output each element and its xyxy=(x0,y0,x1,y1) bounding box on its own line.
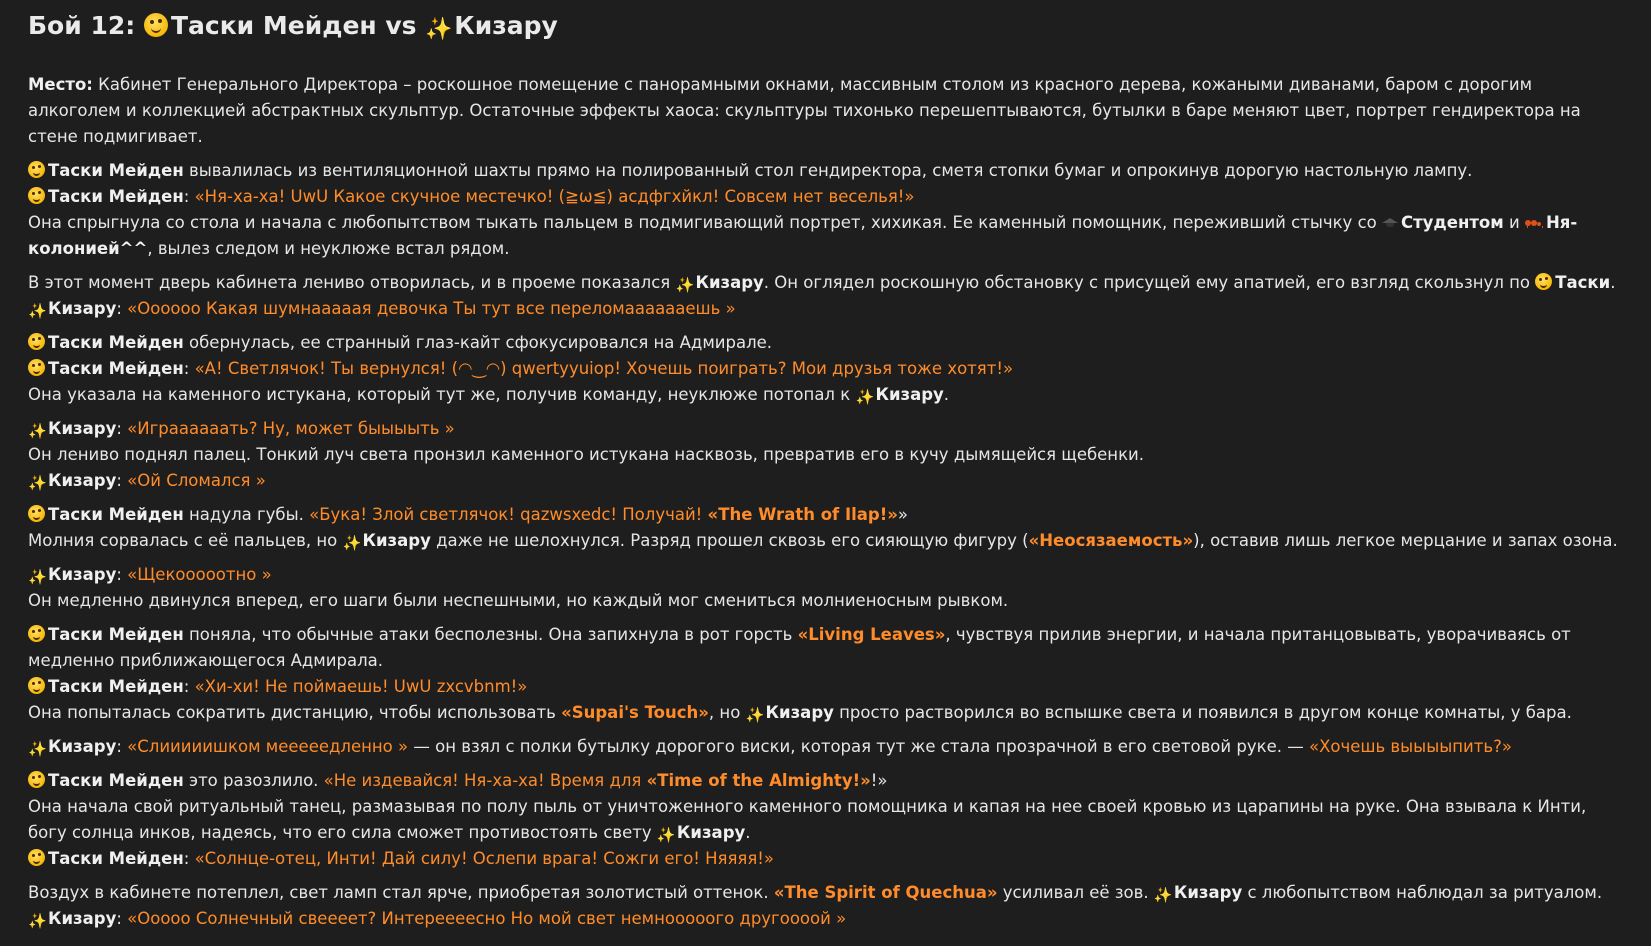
title-vs: vs xyxy=(385,11,417,40)
sparkles-icon: ✨ xyxy=(855,388,875,406)
section-10 xyxy=(28,880,1623,932)
sparkles-icon: ✨ xyxy=(675,276,695,294)
sparkles-icon: ✨ xyxy=(425,17,453,42)
name-kizaru: Кизару xyxy=(695,273,764,292)
quote-end: » xyxy=(897,505,908,524)
grinning-face-icon xyxy=(1535,273,1552,290)
colon: : xyxy=(116,909,122,928)
name-kizaru: Кизару xyxy=(48,565,117,584)
section-7 xyxy=(28,622,1623,726)
narration: , но xyxy=(708,703,741,722)
name-taski: Таски Мейден xyxy=(48,625,184,644)
sparkles-icon: ✨ xyxy=(28,568,47,586)
name-colony: Ня-колонией^^ xyxy=(28,213,1578,258)
name-kizaru: Кизару xyxy=(48,737,117,756)
colon: : xyxy=(183,187,190,206)
grinning-face-icon xyxy=(28,359,45,376)
narration: и xyxy=(1508,213,1520,232)
name-taski: Таски Мейден xyxy=(48,333,184,352)
skill-name: «The Spirit of Quechua» xyxy=(773,883,998,902)
quote: «Слииииишком мееееедленно » xyxy=(127,737,409,756)
title-fighter1: Таски Мейден xyxy=(170,11,377,40)
narration: Молния сорвалась с её пальцев, но xyxy=(28,531,338,550)
period: . xyxy=(1610,273,1616,292)
grinning-face-icon xyxy=(28,771,45,788)
section-4 xyxy=(28,416,1623,494)
quote: «Играааааать? Ну, может быыыыть » xyxy=(127,419,455,438)
narration: усиливал её зов. xyxy=(1002,883,1149,902)
colon: : xyxy=(116,565,122,584)
colon: : xyxy=(116,299,122,318)
name-taski: Таски Мейден xyxy=(48,849,184,868)
name-kizaru: Кизару xyxy=(1173,883,1243,902)
grinning-face-icon xyxy=(28,625,45,642)
section-3 xyxy=(28,330,1623,408)
section-8 xyxy=(28,734,1623,760)
narration: вывалилась из вентиляционной шахты прямо на полированный стол гендиректора, сметя стопки бумаг и опрокинув дорогую настольную лампу. xyxy=(189,161,1473,180)
sparkles-icon: ✨ xyxy=(342,534,362,552)
name-kizaru: Кизару xyxy=(48,471,117,490)
sparkles-icon: ✨ xyxy=(28,422,47,440)
name-taski: Таски Мейден xyxy=(48,187,184,206)
graduation-cap-icon xyxy=(1382,218,1398,228)
quote: «А! Светлячок! Ты вернулся! (◠‿◠) qwertyyuiop! Хочешь поиграть? Мои друзья тоже хотят!» xyxy=(194,359,1014,378)
grinning-face-icon xyxy=(28,333,45,350)
sparkles-icon: ✨ xyxy=(28,912,47,930)
skill-name: «Time of the Almighty!» xyxy=(646,771,871,790)
skill-name: «Неосязаемость» xyxy=(1028,531,1194,550)
name-kizaru: Кизару xyxy=(48,909,117,928)
colon: : xyxy=(183,849,190,868)
name-taski-short: Таски xyxy=(1555,273,1611,292)
name-kizaru: Кизару xyxy=(362,531,431,550)
period: . xyxy=(745,823,751,842)
section-6 xyxy=(28,562,1623,614)
narration: просто растворился во вспышке света и появился в другом конце комнаты, у бара. xyxy=(839,703,1572,722)
quote: «Солнце-отец, Инти! Дай силу! Ослепи врага! Сожги его! Няяяя!» xyxy=(194,849,774,868)
narration: обернулась, ее странный глаз-кайт сфокусировался на Адмирале. xyxy=(189,333,773,352)
name-kizaru: Кизару xyxy=(676,823,746,842)
grinning-face-icon xyxy=(144,13,168,37)
quote: «Оооооо Какая шумнааааая девочка Ты тут все переломааааааешь » xyxy=(127,299,736,318)
grinning-face-icon xyxy=(28,187,45,204)
name-taski: Таски Мейден xyxy=(48,771,184,790)
narration: . Он оглядел роскошную обстановку с присущей ему апатией, его взгляд скользнул по xyxy=(763,273,1530,292)
name-taski: Таски Мейден xyxy=(48,359,184,378)
grinning-face-icon xyxy=(28,849,45,866)
skill-name: «Living Leaves» xyxy=(797,625,946,644)
name-kizaru: Кизару xyxy=(765,703,834,722)
quote: «Бука! Злой светлячок! qazwsxedc! Получай! xyxy=(309,505,703,524)
ant-icon xyxy=(1525,217,1543,229)
skill-name: «Supai's Touch» xyxy=(561,703,709,722)
name-kizaru: Кизару xyxy=(48,299,117,318)
place-label: Место: xyxy=(28,75,93,94)
narration: В этот момент дверь кабинета лениво отворилась, и в проеме показался xyxy=(28,273,671,292)
name-taski: Таски Мейден xyxy=(48,677,184,696)
narration: Она начала свой ритуальный танец, размазывая по полу пыль от уничтоженного каменного помощника и капая на нее своей кровью из царапины на руке. Она взывала к Инти, богу солнца инков, надеясь, что его сила сможет противостоять свету xyxy=(28,797,1587,842)
page-title xyxy=(28,6,1623,46)
narration: Он лениво поднял палец. Тонкий луч света пронзил каменного истукана насквозь, превратив его в кучу дымящейся щебенки. xyxy=(28,445,1145,464)
grinning-face-icon xyxy=(28,505,45,522)
sparkles-icon: ✨ xyxy=(745,706,765,724)
colon: : xyxy=(116,471,122,490)
colon: : xyxy=(116,419,122,438)
narration: Она спрыгнула со стола и начала с любопытством тыкать пальцем в подмигивающий портрет, хихикая. Ее каменный помощник, переживший стычку со xyxy=(28,213,1377,232)
narration: Он медленно двинулся вперед, его шаги были неспешными, но каждый мог смениться молниеносным рывком. xyxy=(28,591,1009,610)
colon: : xyxy=(183,677,190,696)
name-taski: Таски Мейден xyxy=(48,161,184,180)
place-text: Кабинет Генерального Директора – роскошное помещение с панорамными окнами, массивным столом из красного дерева, кожаными диванами, баром с дорогим алкоголем и коллекцией абстрактных скульптур. Остаточные эффекты хаоса: скульптуры тихонько перешептываются, бутылки в баре меняют цвет, портрет гендиректора на стене подмигивает. xyxy=(28,75,1581,146)
section-1: Таски Мейден вывалилась из вентиляционной шахты прямо на полированный стол гендиректора, сметя стопки бумаг и опрокинув дорогую настольную лампу. Таски Мейден: «Ня-ха-ха! UwU Какое скучное местечко! (≧ω≦) асдфгхйкл! Совсем нет веселья!» Она спрыгнула со стола и начала с любопытством тыкать пальцем в подмигивающий портрет, хихикая. Ее каменный помощник, переживший стычку со Студентом и Ня-колонией^^, вылез следом и неуклюже встал рядом. xyxy=(28,161,1578,258)
name-kizaru: Кизару xyxy=(48,419,117,438)
quote: «Не издевайся! Ня-ха-ха! Время для xyxy=(323,771,642,790)
quote: «Хи-хи! Не поймаешь! UwU zxcvbnm!» xyxy=(194,677,528,696)
quote: «Ня-ха-ха! UwU Какое скучное местечко! (≧ω≦) асдфгхйкл! Совсем нет веселья!» xyxy=(194,187,915,206)
narration: поняла, что обычные атаки бесполезны. Она запихнула в рот горсть xyxy=(189,625,793,644)
colon: : xyxy=(183,359,190,378)
sparkles-icon: ✨ xyxy=(1153,886,1173,904)
sparkles-icon: ✨ xyxy=(28,302,47,320)
quote: «Ой Сломался » xyxy=(127,471,266,490)
narration: Воздух в кабинете потеплел, свет ламп стал ярче, приобретая золотистый оттенок. xyxy=(28,883,769,902)
quote-end: !» xyxy=(870,771,888,790)
section-5 xyxy=(28,502,1623,554)
quote: «Щекооооотно » xyxy=(127,565,272,584)
narration: с любопытством наблюдал за ритуалом. xyxy=(1247,883,1603,902)
narration: Она попыталась сократить дистанцию, чтобы использовать xyxy=(28,703,556,722)
grinning-face-icon xyxy=(28,677,45,694)
quote: «Хочешь выыыыпить?» xyxy=(1308,737,1512,756)
sparkles-icon: ✨ xyxy=(28,740,47,758)
narration: Она указала на каменного истукана, который тут же, получив команду, неуклюже потопал к xyxy=(28,385,851,404)
name-taski: Таски Мейден xyxy=(48,505,184,524)
sparkles-icon: ✨ xyxy=(656,826,676,844)
name-student: Студентом xyxy=(1401,213,1504,232)
colon: : xyxy=(116,737,122,756)
title-prefix: Бой 12: xyxy=(28,11,136,40)
narration: ), оставив лишь легкое мерцание и запах озона. xyxy=(1193,531,1618,550)
period: . xyxy=(943,385,950,404)
grinning-face-icon xyxy=(28,161,45,178)
narration: даже не шелохнулся. Разряд прошел сквозь его сияющую фигуру ( xyxy=(436,531,1029,550)
narration: вылез следом и неуклюже встал рядом. xyxy=(157,239,510,258)
title-fighter2: Кизару xyxy=(454,11,558,40)
narration: — он взял с полки бутылку дорогого виски, которая тут же стала прозрачной в его световой руке. — xyxy=(413,737,1304,756)
name-kizaru: Кизару xyxy=(875,385,944,404)
skill-name: «The Wrath of Ilap!» xyxy=(707,505,898,524)
narration: это разозлило. xyxy=(189,771,319,790)
section-2 xyxy=(28,270,1623,322)
narration: , чувствуя прилив энергии, и начала пританцовывать, уворачиваясь от медленно приближающегося Адмирала. xyxy=(28,625,1571,670)
section-9 xyxy=(28,768,1623,872)
sparkles-icon: ✨ xyxy=(28,474,47,492)
narration: надула губы. xyxy=(189,505,304,524)
quote: «Ооооо Солнечный свеееет? Интереееесно Но мой свет немнооооого другоооой » xyxy=(127,909,847,928)
place-section xyxy=(28,72,1623,150)
